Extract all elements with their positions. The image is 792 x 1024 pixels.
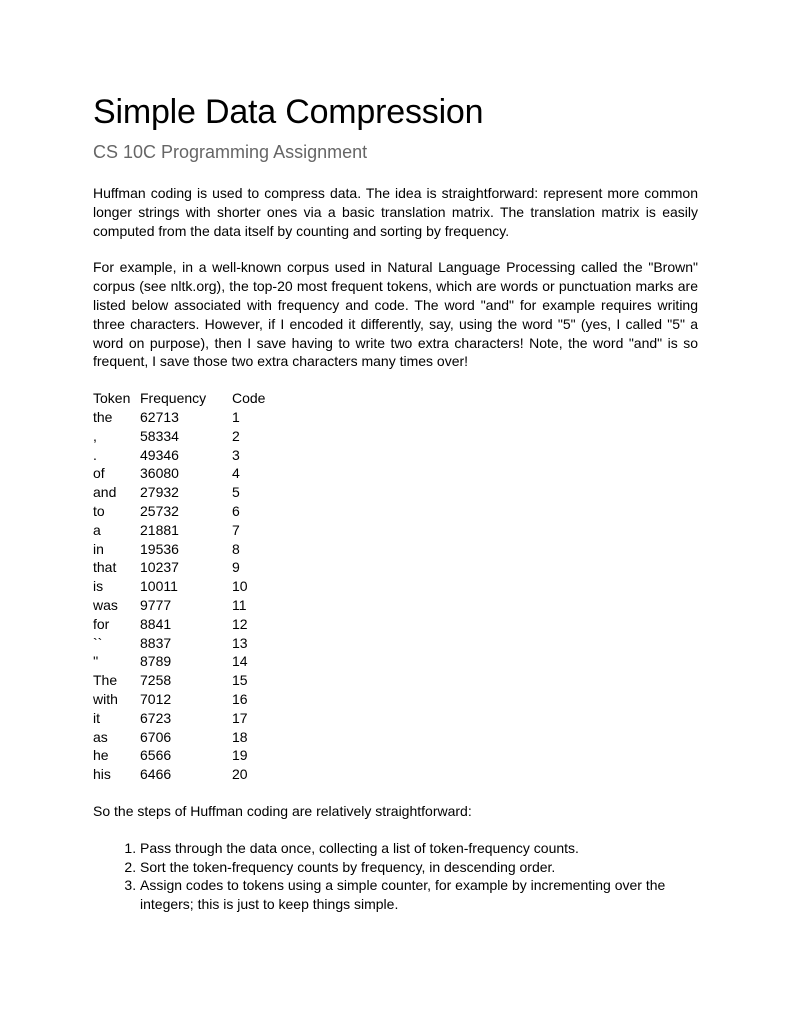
steps-intro-paragraph: So the steps of Huffman coding are relatively straightforward: <box>93 802 472 819</box>
table-row <box>93 652 292 671</box>
token-cell: in <box>93 540 104 557</box>
token-cell: `` <box>93 634 103 651</box>
frequency-cell: 25732 <box>140 502 179 519</box>
code-cell: 16 <box>232 690 248 707</box>
frequency-cell: 27932 <box>140 484 179 501</box>
code-cell: 2 <box>232 427 240 444</box>
frequency-cell: 9777 <box>140 596 172 613</box>
frequency-cell: 6466 <box>140 766 172 783</box>
document-page <box>93 92 698 914</box>
frequency-cell: 8789 <box>140 653 172 670</box>
token-cell: to <box>93 502 105 519</box>
code-cell: 5 <box>232 484 240 501</box>
code-cell: 19 <box>232 747 248 764</box>
list-item: 1. Pass through the data once, collecting a list of token-frequency counts. <box>140 839 698 858</box>
table-row <box>93 502 292 521</box>
token-cell: that <box>93 559 117 576</box>
table-row <box>93 483 292 502</box>
token-cell: '' <box>93 653 99 670</box>
token-cell: , <box>93 427 97 444</box>
table-row <box>93 408 292 427</box>
code-cell: 12 <box>232 615 248 632</box>
frequency-cell: 36080 <box>140 465 179 482</box>
table-row <box>93 521 292 540</box>
token-cell: is <box>93 578 104 595</box>
frequency-cell: 8837 <box>140 634 172 651</box>
example-paragraph: For example, in a well-known corpus used in Natural Language Processing called the "Brown" corpus (see nltk.org), the top-20 most frequent tokens, which are words or punctuation marks are listed below associated with frequency and code. The word "and" for example requires writing three characters. However, if I encoded it differently, say, using the word "5" (yes, I called "5" a word on purpose), then I save having to write two extra characters! Note, the word "and" is so frequent, I save those two extra characters many times over! <box>93 259 698 370</box>
code-cell: 8 <box>232 540 240 557</box>
frequency-cell: 21881 <box>140 521 179 538</box>
code-cell: 15 <box>232 672 248 689</box>
frequency-cell: 62713 <box>140 408 179 425</box>
frequency-cell: 19536 <box>140 540 179 557</box>
code-cell: 6 <box>232 502 240 519</box>
table-row <box>93 690 292 709</box>
page-subtitle: CS 10C Programming Assignment <box>93 142 368 162</box>
column-header-token: Token <box>93 390 131 407</box>
table-row <box>93 577 292 596</box>
frequency-cell: 7258 <box>140 672 172 689</box>
frequency-cell: 6723 <box>140 709 172 726</box>
table-row <box>93 634 292 653</box>
code-cell: 18 <box>232 728 248 745</box>
code-cell: 10 <box>232 578 248 595</box>
code-cell: 20 <box>232 766 248 783</box>
table-row <box>93 765 292 784</box>
frequency-cell: 7012 <box>140 690 172 707</box>
code-cell: 17 <box>232 709 248 726</box>
table-row <box>93 540 292 559</box>
frequency-cell: 58334 <box>140 427 179 444</box>
code-cell: 4 <box>232 465 240 482</box>
intro-paragraph: Huffman coding is used to compress data. The idea is straightforward: represent more common longer strings with shorter ones via a basic translation matrix. The translation matrix is easily computed from the data itself by counting and sorting by frequency. <box>93 185 698 239</box>
frequency-cell: 8841 <box>140 615 172 632</box>
token-cell: he <box>93 747 109 764</box>
table-row <box>93 464 292 483</box>
column-header-code: Code <box>232 390 266 407</box>
table-row <box>93 615 292 634</box>
token-cell: the <box>93 408 113 425</box>
frequency-cell: 6566 <box>140 747 172 764</box>
code-cell: 13 <box>232 634 248 651</box>
code-cell: 7 <box>232 521 240 538</box>
steps-list <box>93 839 698 914</box>
token-cell: was <box>93 596 118 613</box>
column-header-frequency: Frequency <box>140 390 207 407</box>
table-row <box>93 728 292 747</box>
token-cell: The <box>93 672 118 689</box>
table-row <box>93 446 292 465</box>
table-row <box>93 558 292 577</box>
page-title: Simple Data Compression <box>93 93 484 131</box>
table-row <box>93 746 292 765</box>
frequency-cell: 6706 <box>140 728 172 745</box>
token-cell: his <box>93 766 111 783</box>
table-row <box>93 427 292 446</box>
table-row <box>93 709 292 728</box>
list-item: 3. Assign codes to tokens using a simple counter, for example by incrementing over the integers; this is just to keep things simple. <box>140 876 698 914</box>
table-body <box>93 408 292 784</box>
token-cell: as <box>93 728 108 745</box>
frequency-cell: 49346 <box>140 446 179 463</box>
table-row <box>93 596 292 615</box>
token-cell: . <box>93 446 97 463</box>
token-cell: with <box>93 690 118 707</box>
token-cell: and <box>93 484 117 501</box>
frequency-cell: 10237 <box>140 559 179 576</box>
code-cell: 3 <box>232 446 240 463</box>
code-cell: 1 <box>232 408 240 425</box>
table-row <box>93 671 292 690</box>
table-header-row <box>93 389 292 408</box>
code-cell: 9 <box>232 559 240 576</box>
token-cell: it <box>93 709 100 726</box>
token-frequency-table <box>93 389 292 784</box>
list-item: 2. Sort the token-frequency counts by frequency, in descending order. <box>140 858 698 877</box>
code-cell: 14 <box>232 653 248 670</box>
frequency-cell: 10011 <box>140 578 178 595</box>
token-cell: for <box>93 615 110 632</box>
token-cell: a <box>93 521 101 538</box>
token-cell: of <box>93 465 105 482</box>
code-cell: 11 <box>232 596 247 613</box>
